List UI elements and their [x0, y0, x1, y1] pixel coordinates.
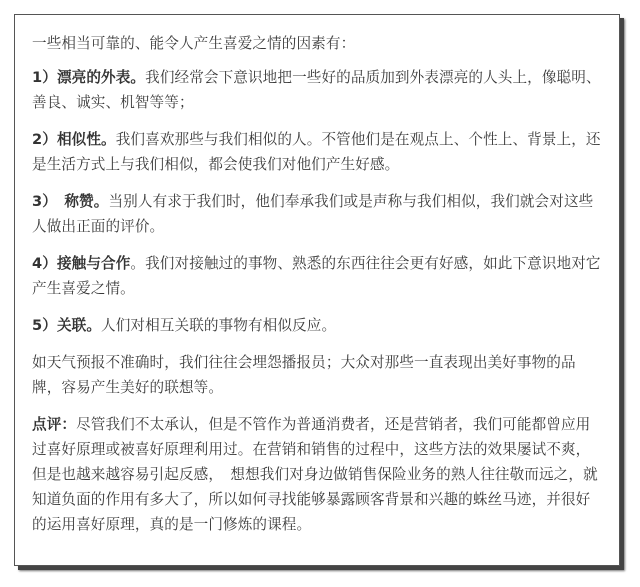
example-text: 如天气预报不准确时，我们往往会埋怨播报员；大众对那些一直表现出美好事物的品牌，容易产生美好的联想等。: [32, 354, 576, 396]
comment-paragraph: [32, 412, 605, 537]
factor-text-4: 。我们对接触过的事物、熟悉的东西往往会更有好感，如此下意识地对它产生喜爱之情。: [32, 255, 601, 297]
factor-text-1: 我们经常会下意识地把一些好的品质加到外表漂亮的人头上，像聪明、善良、诚实、机智等等；: [32, 69, 601, 111]
factor-item-5: [32, 313, 605, 338]
comment-text: 尽管我们不太承认，但是不管作为普通消费者，还是营销者，我们可能都曾应用过喜好原理或被喜好原理利用过。在营销和销售的过程中，这些方法的效果屡试不爽，但是也越来越容易引起反感， 想想我们对身边做销售保险业务的熟人往往敬而远之，就知道负面的作用有多大了，所以如何寻找能够暴露顾客背景和兴趣的蛛丝马迹，并很好的运用喜好原理，真的是一门修炼的课程。: [32, 416, 598, 533]
intro-text: 一些相当可靠的、能令人产生喜爱之情的因素有：: [32, 35, 356, 52]
factor-text-5: 人们对相互关联的事物有相似反应。: [101, 317, 337, 334]
factor-text-3: 当别人有求于我们时，他们奉承我们或是声称与我们相似，我们就会对这些人做出正面的评价。: [32, 193, 594, 235]
article-box: [14, 14, 620, 566]
factor-item-4: [32, 251, 605, 301]
factor-heading-1: 1）漂亮的外表。: [32, 69, 146, 86]
comment-heading: 点评：: [32, 416, 77, 433]
factor-item-2: [32, 127, 605, 177]
factor-heading-4: 4）接触与合作: [32, 255, 131, 272]
factor-heading-5: 5）关联。: [32, 317, 102, 334]
factor-item-3: [32, 189, 605, 239]
factor-heading-2: 2）相似性。: [32, 131, 116, 148]
factor-item-1: [32, 65, 605, 115]
factor-heading-3: 3） 称赞。: [32, 193, 109, 210]
factor-text-2: 我们喜欢那些与我们相似的人。不管他们是在观点上、个性上、背景上，还是生活方式上与我们相似，都会使我们对他们产生好感。: [32, 131, 601, 173]
